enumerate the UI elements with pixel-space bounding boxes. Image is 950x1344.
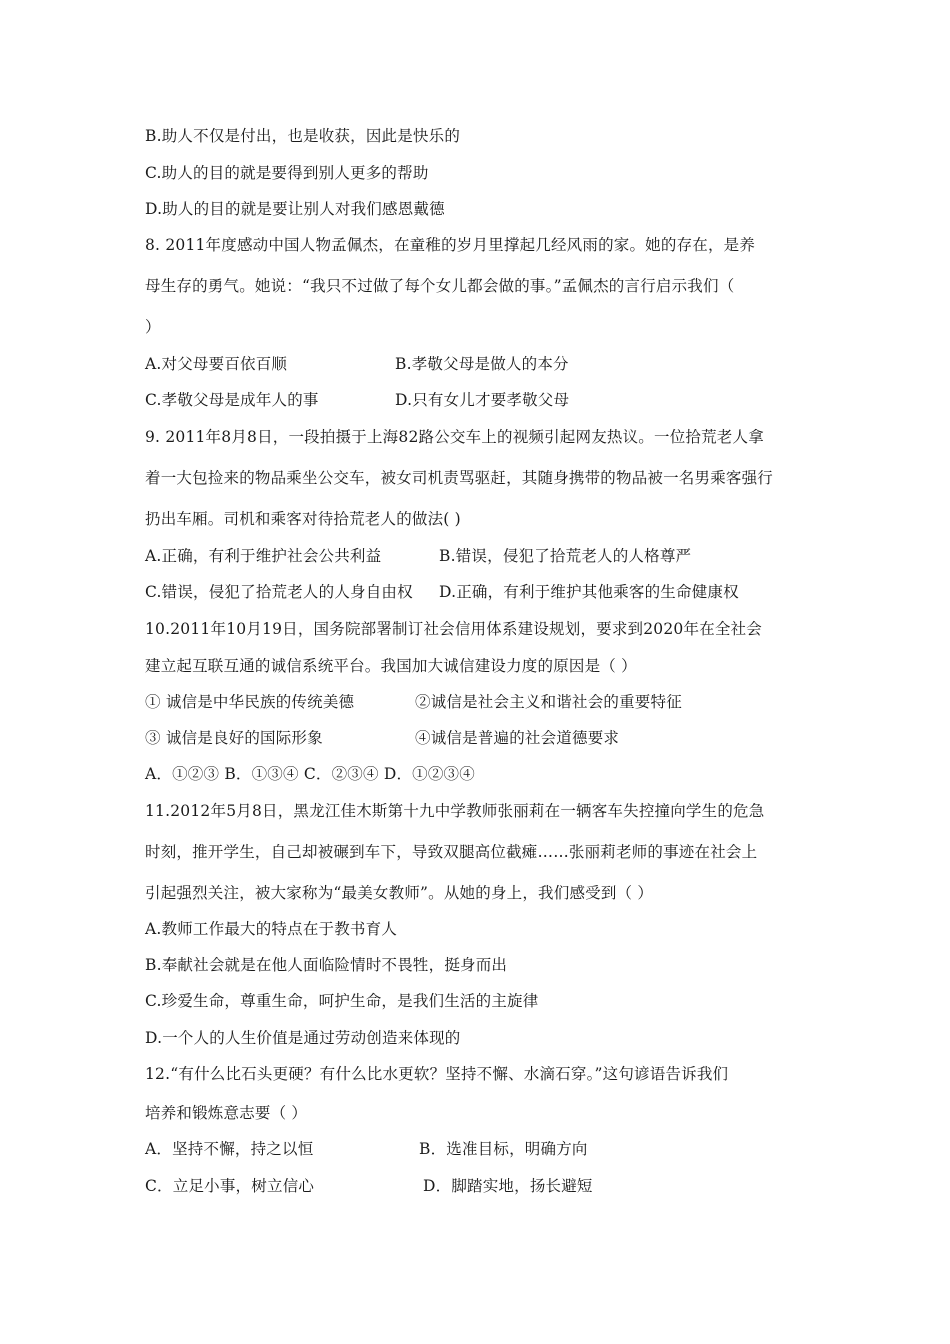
q11-option-c: C.珍爱生命，尊重生命，呵护生命，是我们生活的主旋律 [145,992,539,1010]
q10-stem-line1: 10.2011年10月19日，国务院部署制订社会信用体系建设规划，要求到2020年在全社会 [145,620,762,638]
q12-stem-line2: 培养和锻炼意志要（ ） [145,1104,308,1122]
q10-options: A．①②③ B．①③④ C．②③④ D．①②③④ [145,765,475,783]
q10-statement-2: ②诚信是社会主义和谐社会的重要特征 [415,693,682,711]
q9-options-row1 [145,546,692,566]
q12-option-c: C．立足小事，树立信心 [145,1177,315,1195]
q10-statement-4: ④诚信是普遍的社会道德要求 [415,729,620,747]
q12-stem-line1: 12.“有什么比石头更硬？有什么比水更软？坚持不懈、水滴石穿。”这句谚语告诉我们 [145,1065,729,1083]
q8-options-row2 [145,390,570,410]
q9-stem-line2: 着一大包捡来的物品乘坐公交车，被女司机责骂驱赶，其随身携带的物品被一名男乘客强行 [145,469,774,487]
q9-options-row2 [145,582,739,602]
q8-stem-line2: 母生存的勇气。她说：“我只不过做了每个女儿都会做的事。”孟佩杰的言行启示我们（ [145,277,735,295]
q8-option-d: D.只有女儿才要孝敬父母 [395,391,570,409]
q9-option-b: B.错误，侵犯了拾荒老人的人格尊严 [439,547,692,565]
q9-stem-line1: 9. 2011年8月8日，一段拍摄于上海82路公交车上的视频引起网友热议。一位拾荒老人拿 [145,428,764,446]
q11-option-d: D.一个人的人生价值是通过劳动创造来体现的 [145,1029,461,1047]
q9-option-c: C.错误，侵犯了拾荒老人的人身自由权 [145,583,413,601]
q9-stem-line3: 扔出车厢。司机和乘客对待拾荒老人的做法( ) [145,510,461,528]
q11-stem-line1: 11.2012年5月8日，黑龙江佳木斯第十九中学教师张丽莉在一辆客车失控撞向学生的危急 [145,802,765,820]
q11-option-b: B.奉献社会就是在他人面临险情时不畏牲，挺身而出 [145,956,508,974]
q8-stem-line3: ） [145,318,161,336]
q8-option-c: C.孝敬父母是成年人的事 [145,391,319,409]
q7-option-c: C.助人的目的就是要得到别人更多的帮助 [145,164,429,182]
q10-statements-row2 [145,728,620,748]
q11-stem-line2: 时刻，推开学生，自己却被碾到车下，导致双腿高位截瘫……张丽莉老师的事迹在社会上 [145,843,758,861]
q8-option-b: B.孝敬父母是做人的本分 [395,355,569,373]
q9-option-d: D.正确，有利于维护其他乘客的生命健康权 [439,583,739,601]
q10-stem-line2: 建立起互联互通的诚信系统平台。我国加大诚信建设力度的原因是（ ） [145,657,637,675]
q8-option-a: A.对父母要百依百顺 [145,355,288,373]
q11-stem-line3: 引起强烈关注，被大家称为“最美女教师”。从她的身上，我们感受到（ ） [145,884,654,902]
q10-statement-1: ① 诚信是中华民族的传统美德 [145,693,355,711]
q7-option-d: D.助人的目的就是要让别人对我们感恩戴德 [145,200,445,218]
q12-option-b: B．选准目标，明确方向 [419,1140,588,1158]
q12-option-a: A．坚持不懈，持之以恒 [145,1140,314,1158]
q10-statements-row1 [145,692,682,712]
q11-option-a: A.教师工作最大的特点在于教书育人 [145,920,398,938]
q8-options-row1 [145,354,569,374]
q12-option-d: D．脚踏实地，扬长避短 [423,1177,593,1195]
q7-option-b: B.助人不仅是付出，也是收获，因此是快乐的 [145,127,461,145]
q9-option-a: A.正确，有利于维护社会公共利益 [145,547,382,565]
q12-options-row2 [145,1176,593,1196]
q8-stem-line1: 8. 2011年度感动中国人物孟佩杰，在童稚的岁月里撑起几经风雨的家。她的存在，是养 [145,236,756,254]
q12-options-row1 [145,1139,588,1159]
q10-statement-3: ③ 诚信是良好的国际形象 [145,729,323,747]
